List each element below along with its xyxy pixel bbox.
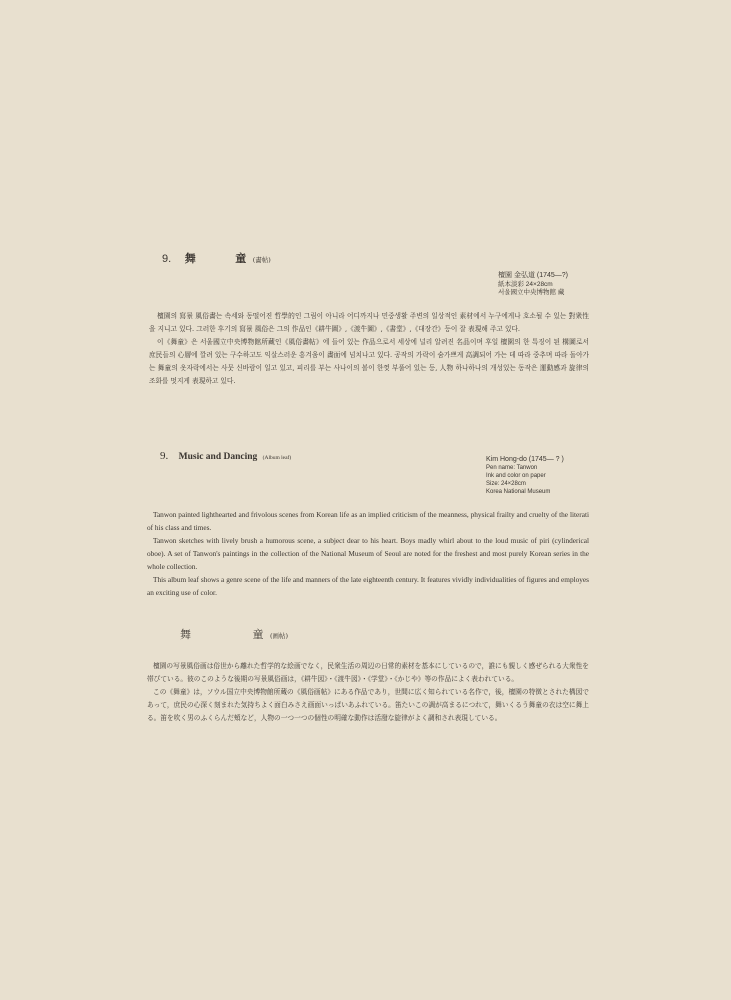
credit-line: Kim Hong-do (1745— ? ) xyxy=(486,456,564,463)
credit-line: Size: 24×28cm xyxy=(486,481,526,487)
paragraph: Tanwon painted lighthearted and frivolous scenes from Korean life as an implied criticism of the meanness, physical frailty and cruelty of the literati of his class and times. xyxy=(147,510,589,532)
english-section-title xyxy=(160,450,291,462)
paragraph: 이《舞童》은 서울國立中央博物館所藏인《風俗畵帖》에 들어 있는 作品으로서 세상에 널리 알려진 名品이며 후일 檀園의 한 특징이 된 構圖로서 庶民들의 心層에 깔려 있는 구수하고도 익살스러운 흥겨움이 畵面에 넘치나고 있다. 공작의 가락이 숨가쁘게 高調되어 가는 데 따라 중추며 따라 돌아가는 舞童의 옷자락에서는 사뭇 신바람이 일고 있고, 피리를 부는 사나이의 볼이 한껏 부풀어 있는 등, 人物 하나하나의 개성있는 동작은 運動感과 旋律의 조화를 멋지게 表現하고 있다. xyxy=(149,338,589,385)
paragraph: This album leaf shows a genre scene of the life and manners of the late eighteenth century. It features vividly individualities of figures and employes an exciting use of color. xyxy=(147,575,589,597)
paragraph: この《舞童》は，ソウル国立中央博物館所蔵の《風俗画帖》にある作品であり，世間に広く知られている名作で，後，檀園の特徴とされた構図であって，庶民の心深く刻まれた気持ちよく面白みさえ画面いっぱいあふれている。笛たいこの調が高まるにつれて，舞いくるう舞童の衣は空に舞上る。笛を吹く男のふくらんだ頬など，人物の一つ一つの個性の明確な動作は活潑な旋律がよく調和され表現している。 xyxy=(147,688,589,722)
credit-line: Korea National Museum xyxy=(486,489,551,495)
korean-section-title xyxy=(162,250,271,266)
title-subtitle: (画帖) xyxy=(270,632,289,640)
credit-line: Pen name: Tanwon xyxy=(486,465,538,471)
japanese-section-title xyxy=(180,626,288,642)
credit-line: 서울國立中央博物館 藏 xyxy=(498,289,565,296)
title-text: Music and Dancing xyxy=(178,452,258,462)
japanese-body xyxy=(147,660,589,725)
title-char-2: 童 xyxy=(252,628,264,641)
english-body xyxy=(147,508,589,599)
plate-number: 9. xyxy=(160,450,169,462)
plate-number: 9. xyxy=(162,253,172,265)
credit-line: Ink and color on paper xyxy=(486,473,546,479)
korean-credit-block xyxy=(498,272,568,298)
title-subtitle: (Album leaf) xyxy=(262,455,292,461)
credit-line: 檀園 金弘道 (1745—?) xyxy=(498,272,569,279)
credit-line: 紙本淡彩 24×28cm xyxy=(498,280,553,288)
korean-body xyxy=(149,310,589,388)
english-credit-block xyxy=(486,456,564,496)
paragraph: 檀園의 寫景 風俗畵는 속세와 동떨어진 哲學的인 그림이 아니라 어디까지나 민중생활 주변의 일상적인 素材에서 누구에게나 호소될 수 있는 對衆性을 지니고 있다. 그러한 후기의 寫景 風俗은 그의 作品인《耕牛圖》,《渡牛圖》,《書堂》,《대장간》등이 잘 表現해 주고 있다. xyxy=(149,312,589,333)
title-char-1: 舞 xyxy=(184,252,196,265)
title-subtitle: (畵帖) xyxy=(252,256,271,264)
paragraph: Tanwon sketches with lively brush a humorous scene, a subject dear to his heart. Boys madly whirl about to the loud music of piri (cylinderical oboe). A set of Tanwon's paintings in the collection of the National Museum of Seoul are noted for the freshest and most purely Korean series in the whole collection. xyxy=(147,536,589,571)
title-char-1: 舞 xyxy=(180,628,191,641)
title-char-2: 童 xyxy=(235,252,247,265)
paragraph: 檀園の写景風俗画は俗世から離れた哲学的な絵画でなく，民衆生活の周辺の日常的素材を基本にしているので，誰にも親しく感ぜられる大衆性を帯びている。彼のこのような後期の写景風俗画は，《耕牛図》・《渡牛図》・《学堂》・《かじや》等の作品によく表われている。 xyxy=(147,662,589,683)
